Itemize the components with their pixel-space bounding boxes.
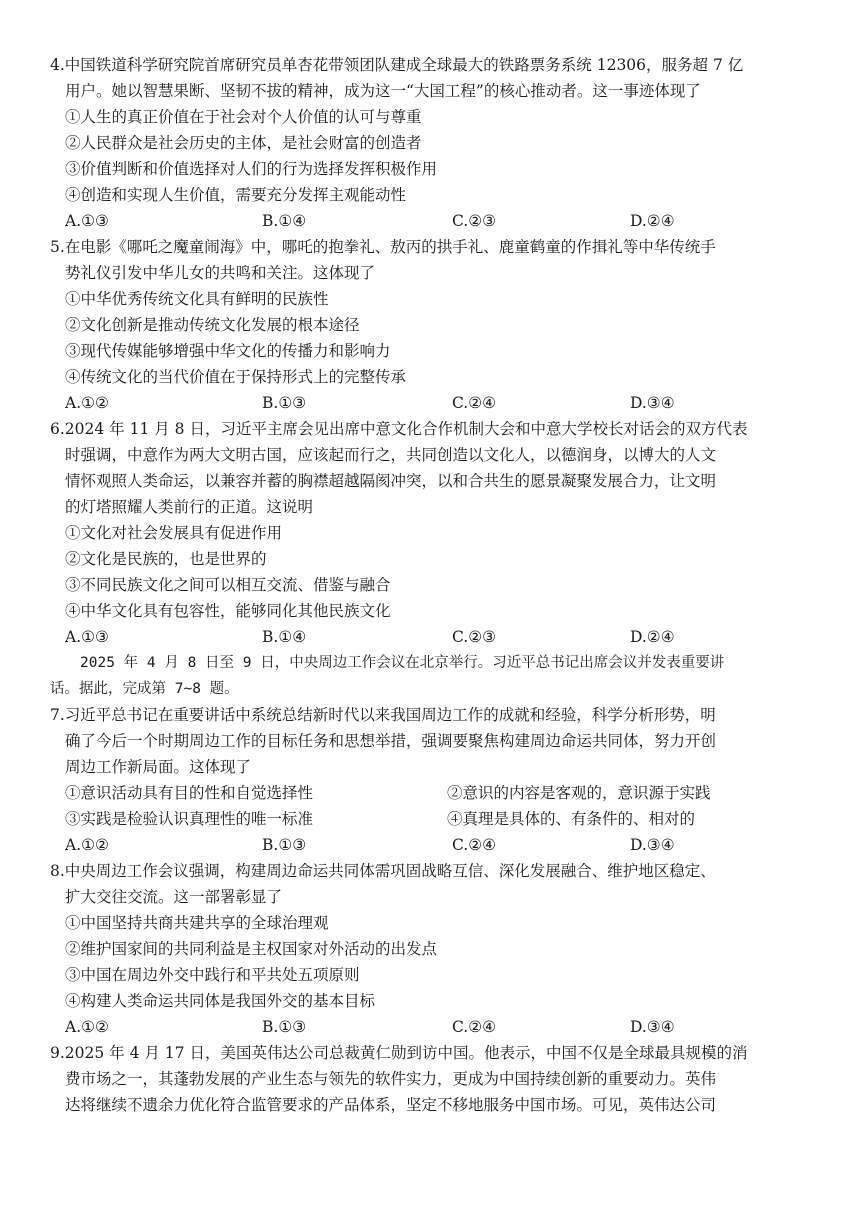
q4-item-4: ④创造和实现人生价值，需要充分发挥主观能动性 [65,186,407,204]
q7-item-3: ③实践是检验认识真理性的唯一标准 [65,810,314,828]
q6-option-a: A.①③ [65,628,109,646]
q8-stem-line-1: 8.中央周边工作会议强调，构建周边命运共同体需巩固战略互信、深化发展融合、维护地区稳定、 [50,862,716,880]
q7-stem-line-1: 7.习近平总书记在重要讲话中系统总结新时代以来我国周边工作的成就和经验，科学分析形势，明 [50,706,716,724]
q5-item-1: ①中华优秀传统文化具有鲜明的民族性 [65,290,329,308]
q5-item-4: ④传统文化的当代价值在于保持形式上的完整传承 [65,368,407,386]
q4-stem-line-2: 用户。她以智慧果断、坚韧不拔的精神，成为这一“大国工程”的核心推动者。这一事迹体现了 [65,82,701,100]
q6-stem-line-1: 6.2024 年 11 月 8 日，习近平主席会见出席中意文化合作机制大会和中意大学校长对话会的双方代表 [50,420,748,438]
q7-option-d: D.③④ [630,836,675,854]
q5-stem-line-1: 5.在电影《哪吒之魔童闹海》中，哪吒的抱拳礼、敖丙的拱手礼、鹿童鹤童的作揖礼等中华传统手 [50,238,716,256]
material-line-2: 话。据此，完成第 7~8 题。 [50,681,239,697]
q7-item-2: ②意识的内容是客观的，意识源于实践 [447,784,711,802]
q7-option-b: B.①③ [262,836,307,854]
material-line-1: 2025 年 4 月 8 日至 9 日，中央周边工作会议在北京举行。习近平总书记出席会议并发表重要讲 [80,655,725,671]
q8-item-4: ④构建人类命运共同体是我国外交的基本目标 [65,992,376,1010]
q4-item-2: ②人民群众是社会历史的主体，是社会财富的创造者 [65,134,422,152]
q7-option-a: A.①② [65,836,109,854]
q4-option-c: C.②③ [452,212,497,230]
q6-stem-line-2: 时强调，中意作为两大文明古国，应该起而行之，共同创造以文化人，以德润身，以博大的人文 [65,446,717,464]
q8-option-c: C.②④ [452,1018,497,1036]
q8-item-2: ②维护国家间的共同利益是主权国家对外活动的出发点 [65,940,438,958]
q9-stem-line-2: 费市场之一，其蓬勃发展的产业生态与领先的软件实力，更成为中国持续创新的重要动力。英伟 [65,1070,717,1088]
q5-stem-line-2: 势礼仪引发中华儿女的共鸣和关注。这体现了 [65,264,376,282]
q8-option-b: B.①③ [262,1018,307,1036]
q6-option-d: D.②④ [630,628,675,646]
q7-stem-line-2: 确了今后一个时期周边工作的目标任务和思想举措，强调要聚焦构建周边命运共同体，努力开创 [65,732,717,750]
q5-item-2: ②文化创新是推动传统文化发展的根本途径 [65,316,360,334]
q9-stem-line-3: 达将继续不遗余力优化符合监管要求的产品体系，坚定不移地服务中国市场。可见，英伟达公司 [65,1096,717,1114]
q9-stem-line-1: 9.2025 年 4 月 17 日，美国英伟达公司总裁黄仁勋到访中国。他表示，中国不仅是全球最具规模的消 [50,1044,748,1062]
q5-item-3: ③现代传媒能够增强中华文化的传播力和影响力 [65,342,391,360]
q4-option-b: B.①④ [262,212,307,230]
q8-item-3: ③中国在周边外交中践行和平共处五项原则 [65,966,360,984]
q5-option-b: B.①③ [262,394,307,412]
q6-option-c: C.②③ [452,628,497,646]
q6-stem-line-3: 情怀观照人类命运，以兼容并蓄的胸襟超越隔阂冲突，以和合共生的愿景凝聚发展合力，让文明 [65,472,717,490]
q6-item-1: ①文化对社会发展具有促进作用 [65,524,283,542]
q4-item-3: ③价值判断和价值选择对人们的行为选择发挥积极作用 [65,160,438,178]
q4-option-a: A.①③ [65,212,109,230]
q4-item-1: ①人生的真正价值在于社会对个人价值的认可与尊重 [65,108,422,126]
q8-stem-line-2: 扩大交往交流。这一部署彰显了 [65,888,283,906]
q4-stem-line-1: 4.中国铁道科学研究院首席研究员单杏花带领团队建成全球最大的铁路票务系统 12306，服务超 7 亿 [50,56,744,74]
q7-option-c: C.②④ [452,836,497,854]
q5-option-d: D.③④ [630,394,675,412]
q6-option-b: B.①④ [262,628,307,646]
q6-item-3: ③不同民族文化之间可以相互交流、借鉴与融合 [65,576,391,594]
q7-item-4: ④真理是具体的、有条件的、相对的 [447,810,696,828]
q5-option-a: A.①② [65,394,109,412]
q5-option-c: C.②④ [452,394,497,412]
q6-item-2: ②文化是民族的，也是世界的 [65,550,267,568]
q4-option-d: D.②④ [630,212,675,230]
q6-stem-line-4: 的灯塔照耀人类前行的正道。这说明 [65,498,314,516]
q8-option-d: D.③④ [630,1018,675,1036]
q6-item-4: ④中华文化具有包容性，能够同化其他民族文化 [65,602,391,620]
q8-option-a: A.①② [65,1018,109,1036]
q7-item-1: ①意识活动具有目的性和自觉选择性 [65,784,314,802]
q7-stem-line-3: 周边工作新局面。这体现了 [65,758,252,776]
q8-item-1: ①中国坚持共商共建共享的全球治理观 [65,914,329,932]
